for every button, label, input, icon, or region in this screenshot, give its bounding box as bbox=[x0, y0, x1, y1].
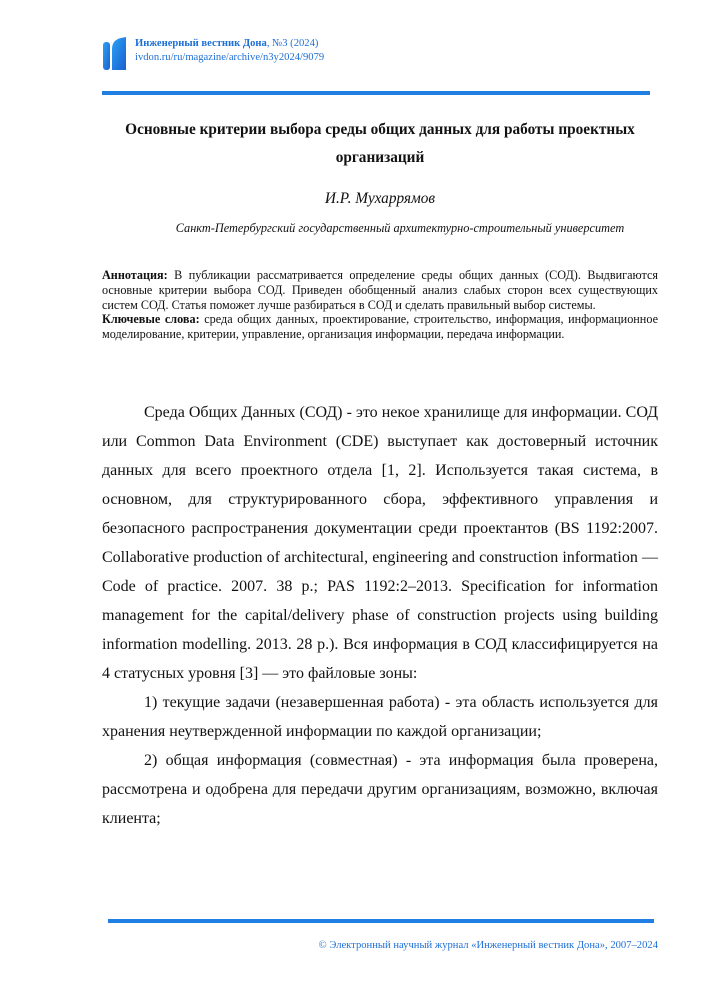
body-paragraph: 1) текущие задачи (незавершенная работа) - эта область используется для хранения неутвержденной информации по каждой организации; bbox=[102, 694, 658, 740]
keywords-label: Ключевые слова: bbox=[102, 312, 200, 327]
body-paragraph: 2) общая информация (совместная) - эта информация была проверена, рассмотрена и одобрена для передачи другим организациям, возможно, включая клиента; bbox=[102, 752, 658, 827]
abstract-label: Аннотация: bbox=[102, 268, 168, 282]
journal-header bbox=[102, 37, 324, 73]
author-affiliation: Санкт-Петербургский государственный архитектурно-строительный университет bbox=[175, 221, 625, 235]
article-title: Основные критерии выбора среды общих данных для работы проектных организаций bbox=[125, 121, 635, 166]
article-url[interactable]: ivdon.ru/ru/magazine/archive/n3y2024/9079 bbox=[135, 52, 325, 63]
page-footer: © Электронный научный журнал «Инженерный вестник Дона», 2007–2024 bbox=[318, 940, 658, 951]
journal-name[interactable]: Инженерный вестник Дона bbox=[135, 38, 267, 49]
article-body bbox=[102, 398, 658, 833]
abstract-text: В публикации рассматривается определение среды общих данных (СОД). Выдвигаются основные критерии выбора СОД. Приведен обобщенный анализ слабых сторон всех существующих систем СОД. Статья поможет лучше разбираться в СОД и сделать правильный выбор системы. bbox=[102, 268, 658, 312]
journal-title-line bbox=[135, 37, 324, 51]
header-divider bbox=[102, 91, 650, 95]
journal-logo-icon bbox=[102, 37, 128, 73]
abstract-block bbox=[102, 268, 658, 342]
article-author: И.Р. Мухаррямов bbox=[324, 190, 436, 207]
journal-issue: , №3 (2024) bbox=[266, 38, 319, 49]
footer-divider bbox=[108, 919, 654, 923]
body-paragraph: Среда Общих Данных (СОД) - это некое хранилище для информации. СОД или Common Data Environment (CDE) выступает как достоверный источник данных для всего проектного отдела [1, 2]. Используется такая система, в основном, для структурированного сбора, эффективного управления и безопасного распространения документации среди проектантов (BS 1192:2007. Collaborative production of architectural, engineering and construction information — Code of practice. 2007. 38 p.; PAS 1192:2–2013. Specification for information management for the capital/delivery phase of construction projects using building information modelling. 2013. 28 p.). Вся информация в СОД классифицируется на 4 статусных уровня [3] — это файловые зоны: bbox=[102, 404, 658, 682]
keywords-paragraph bbox=[102, 312, 658, 342]
keywords-text: среда общих данных, проектирование, строительство, информация, информационное моделирование, критерии, управление, организация информации, передача информации. bbox=[102, 312, 658, 342]
abstract-paragraph bbox=[102, 268, 658, 312]
